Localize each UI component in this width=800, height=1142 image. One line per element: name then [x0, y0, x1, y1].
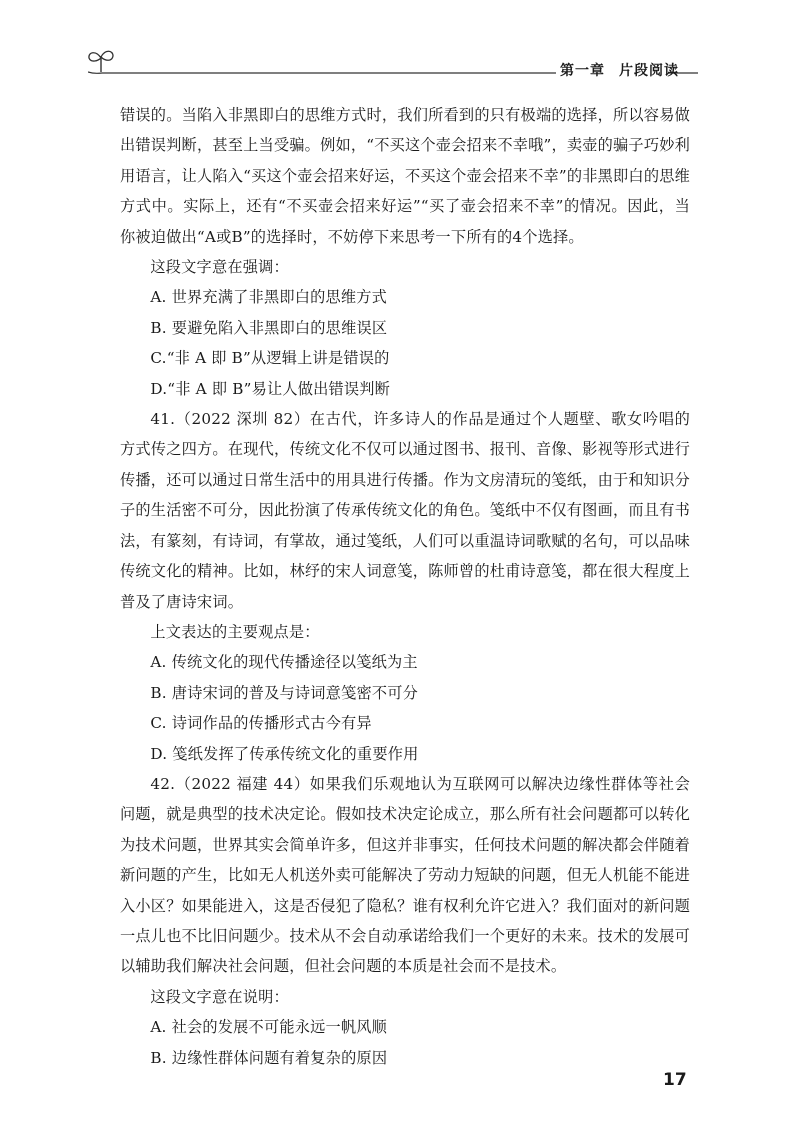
page-header — [0, 0, 800, 100]
question-42: 42.（2022 福建 44）如果我们乐观地认为互联网可以解决边缘性群体等社会问题，就是典型的技术决定论。假如技术决定论成立，那么所有社会问题都可以转化为技术问题，世界其实会简单许多，但这并非事实，任何技术问题的解决都会伴随着新问题的产生，比如无人机送外卖可能解决了劳动力短缺的问题，但无人机能不能进入小区？如果能进入，这是否侵犯了隐私？谁有权利允许它进入？我们面对的新问题一点儿也不比旧问题少。技术从不会自动承诺给我们一个更好的未来。技术的发展可以辅助我们解决社会问题，但社会问题的本质是社会而不是技术。 — [120, 774, 690, 976]
chapter-title — [556, 60, 679, 80]
option-a: A. 传统文化的现代传播途径以笺纸为主 — [150, 653, 418, 672]
page-body — [120, 100, 690, 1073]
page-number: 17 — [663, 1070, 687, 1090]
option-d: D. 笺纸发挥了传承传统文化的重要作用 — [150, 744, 419, 763]
option-b: B. 唐诗宋词的普及与诗词意笺密不可分 — [150, 683, 419, 702]
option-c: C. 诗词作品的传播形式古今有异 — [150, 714, 372, 733]
option-c: C.“非 A 即 B”从逻辑上讲是错误的 — [150, 349, 390, 368]
question-41: 41.（2022 深圳 82）在古代，许多诗人的作品是通过个人题壁、歌女吟唱的方式传之四方。在现代，传统文化不仅可以通过图书、报刊、音像、影视等形式进行传播，还可以通过日常生活中的用具进行传播。作为文房清玩的笺纸，由于和知识分子的生活密不可分，因此扮演了传承传统文化的角色。笺纸中不仅有图画，而且有书法，有篆刻，有诗词，有掌故，通过笺纸，人们可以重温诗词歌赋的名句，可以品味传统文化的精神。比如，林纾的宋人词意笺，陈师曾的杜甫诗意笺，都在很大程度上普及了唐诗宋词。 — [120, 410, 690, 611]
option-d: D.“非 A 即 B”易让人做出错误判断 — [150, 379, 391, 398]
option-b: B. 边缘性群体问题有着复杂的原因 — [150, 1048, 388, 1067]
option-a: A. 世界充满了非黑即白的思维方式 — [150, 288, 388, 307]
question-stem: 这段文字意在说明： — [150, 987, 289, 1006]
paragraph-continuation: 错误的。当陷入非黑即白的思维方式时，我们所看到的只有极端的选择，所以容易做出错误判断，甚至上当受骗。例如，“不买这个壶会招来不幸哦”，卖壶的骗子巧妙利用语言，让人陷入“买这个壶会招来好运，不买这个壶会招来不幸”的非黑即白的思维方式中。实际上，还有“不买壶会招来好运”“买了壶会招来不幸”的情况。因此，当你被迫做出“A或B”的选择时，不妨停下来思考一下所有的4个选择。 — [120, 106, 690, 246]
chapter-label: 第一章 — [560, 63, 605, 79]
option-a: A. 社会的发展不可能永远一帆风顺 — [150, 1018, 388, 1037]
section-label: 片段阅读 — [619, 63, 679, 79]
question-stem: 这段文字意在强调： — [150, 258, 289, 277]
option-b: B. 要避免陷入非黑即白的思维误区 — [150, 318, 388, 337]
question-stem: 上文表达的主要观点是： — [150, 622, 320, 641]
